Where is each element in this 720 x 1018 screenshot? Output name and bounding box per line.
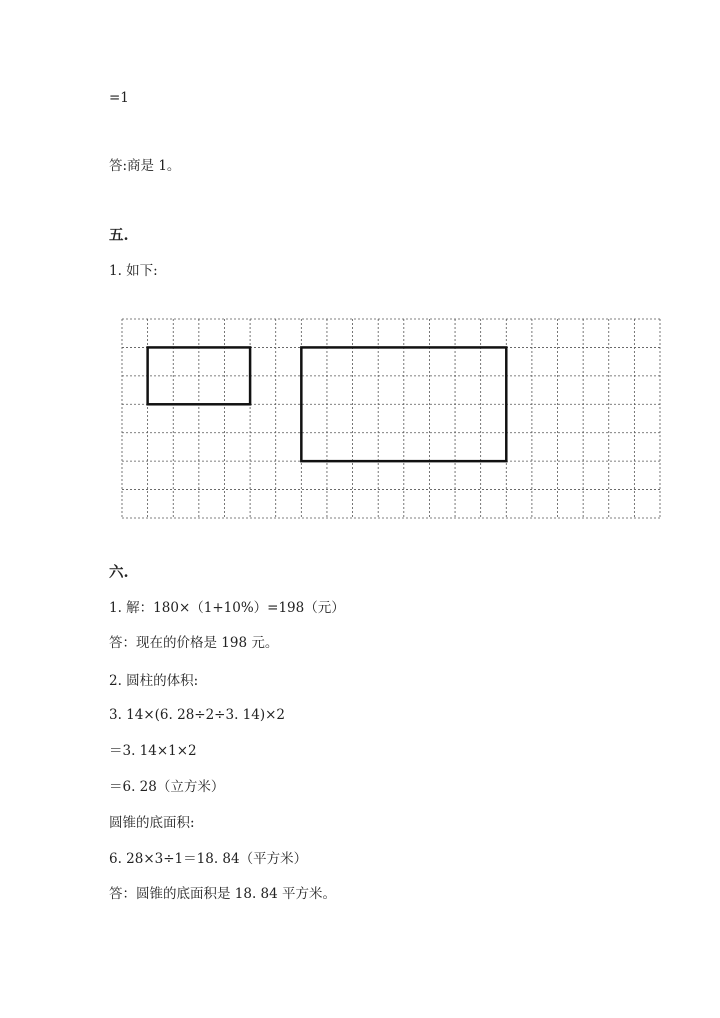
equation-result: =1 bbox=[109, 90, 129, 106]
section-six-answer-1: 答：现在的价格是 198 元。 bbox=[109, 635, 279, 651]
section-five-heading: 五. bbox=[109, 227, 129, 244]
answer-quotient: 答:商是 1。 bbox=[109, 158, 181, 174]
cone-base-area-label: 圆锥的底面积: bbox=[109, 815, 195, 831]
cylinder-volume-result: ＝6. 28（立方米） bbox=[109, 779, 225, 795]
cylinder-volume-formula: 3. 14×(6. 28÷2÷3. 14)×2 bbox=[109, 707, 286, 723]
cylinder-volume-step: ＝3. 14×1×2 bbox=[109, 743, 197, 759]
dashed-grid-lines bbox=[122, 319, 660, 518]
section-six-item-2: 2. 圆柱的体积: bbox=[109, 673, 199, 689]
section-six-heading: 六. bbox=[109, 564, 129, 581]
section-five-item-1: 1. 如下: bbox=[109, 263, 158, 279]
section-six-item-1: 1. 解：180×（1+10%）=198（元） bbox=[109, 600, 345, 616]
cone-base-area-answer: 答：圆锥的底面积是 18. 84 平方米。 bbox=[109, 886, 337, 902]
cone-base-area-formula: 6. 28×3÷1＝18. 84（平方米） bbox=[109, 851, 308, 867]
